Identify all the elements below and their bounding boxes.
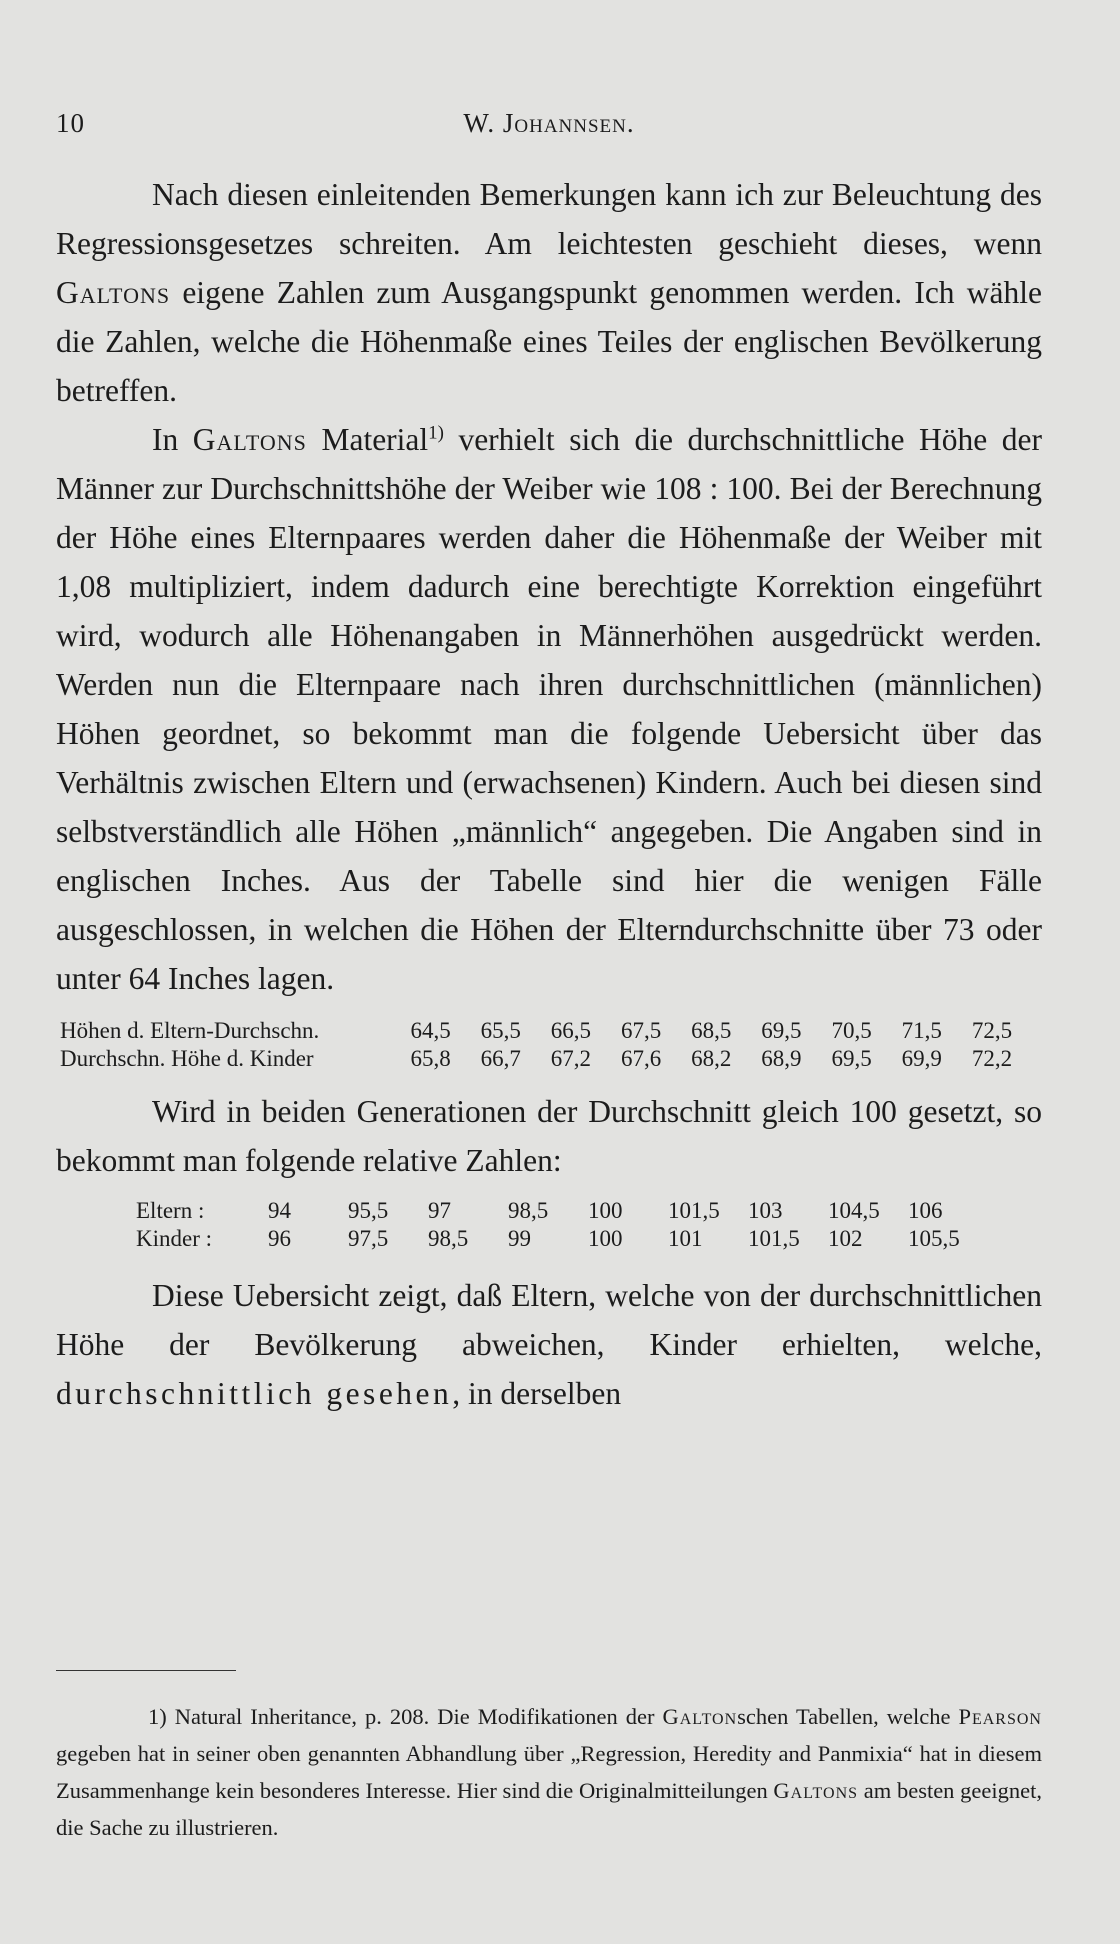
table-cell: 103 — [748, 1198, 783, 1223]
table-cell: 105,5 — [908, 1226, 960, 1251]
paragraph-galton-material — [56, 415, 1042, 1003]
row-label: Höhen d. Eltern-Durchschn. — [60, 1018, 320, 1043]
table-row — [136, 1225, 988, 1253]
table-row — [60, 1017, 1042, 1045]
row-label: Durchschn. Höhe d. Kinder — [60, 1046, 314, 1071]
relative-numbers-table — [136, 1197, 988, 1253]
table-cell: 102 — [828, 1226, 863, 1251]
table-cell: 67,6 — [620, 1046, 662, 1071]
row-label: Kinder : — [136, 1226, 213, 1251]
table-cell: 106 — [908, 1198, 943, 1223]
table-cell: 99 — [508, 1226, 531, 1251]
paragraph-text: Diese Uebersicht zeigt, daß Eltern, welche von der durchschnittlichen Höhe der Bevölkerung abweichen, Kinder erhielten, welche, — [56, 1278, 1042, 1362]
paragraph-intro-text: Nach diesen einleitenden Bemerkungen kann ich zur Beleuchtung des Regressionsgesetzes schreiten. Am leichtesten geschieht dieses, wenn — [56, 177, 1042, 261]
author-name-galtons: Galtons — [192, 422, 307, 457]
table-cell: 64,5 — [410, 1018, 451, 1043]
table-cell: 67,5 — [620, 1018, 662, 1043]
author-name-galtons: Galtons — [56, 275, 171, 310]
footnote-marker: 1) — [148, 1704, 167, 1729]
table-row — [136, 1197, 988, 1225]
table-cell: 100 — [588, 1198, 623, 1223]
footnote-reference: 1) — [428, 422, 444, 444]
table-cell: 100 — [588, 1226, 623, 1251]
table-cell: 98,5 — [508, 1198, 549, 1223]
footnote-text: Natural Inheritance, p. 208. Die Modifikationen der — [166, 1704, 663, 1729]
table-cell: 104,5 — [828, 1198, 880, 1223]
paragraph-relative-numbers: Wird in beiden Generationen der Durchschnitt gleich 100 gesetzt, so bekommt man folgende relative Zahlen: — [56, 1094, 1042, 1178]
table-cell: 72,2 — [971, 1046, 1013, 1071]
table-cell: 101,5 — [668, 1198, 720, 1223]
footnote — [56, 1698, 1042, 1846]
page-number: 10 — [56, 108, 85, 138]
table-cell: 70,5 — [831, 1018, 872, 1043]
table-cell: 94 — [268, 1198, 291, 1223]
paragraph-conclusion — [56, 1271, 1042, 1418]
table-cell: 66,7 — [480, 1046, 521, 1071]
running-head: W. Johannsen. — [463, 108, 635, 138]
paragraph-intro-text-cont: eigene Zahlen zum Ausgangspunkt genommen werden. Ich wähle die Zahlen, welche die Höhenmaße eines Teiles der englischen Bevölkerung betreffen. — [56, 275, 1042, 408]
footnote-text: am besten geeignet, die Sache zu illustrieren. — [56, 1778, 1042, 1840]
table-cell: 97,5 — [348, 1226, 389, 1251]
table-cell: 69,5 — [831, 1046, 872, 1071]
footnote-text: gegeben hat in seiner oben genannten Abhandlung über „Regression, Heredity and Panmixia“ hat in diesem Zusammenhange kein besonderes Interesse. Hier sind die Originalmitteilungen — [56, 1741, 1042, 1803]
footnote-text: schen Tabellen, welche — [737, 1704, 959, 1729]
emphasized-text: durchschnittlich gesehen — [56, 1376, 453, 1411]
table-cell: 101,5 — [748, 1226, 800, 1251]
paragraph-text: , in derselben — [452, 1376, 622, 1411]
table-cell: 66,5 — [550, 1018, 592, 1043]
table-row — [60, 1045, 1042, 1073]
table-cell: 71,5 — [901, 1018, 942, 1043]
author-name-galton: Galton — [662, 1704, 738, 1729]
paragraph-text: In — [152, 422, 193, 457]
author-name-galtons: Galtons — [773, 1778, 859, 1803]
table-cell: 69,9 — [901, 1046, 942, 1071]
table-cell: 101 — [668, 1226, 703, 1251]
row-label: Eltern : — [136, 1198, 205, 1223]
height-table-inches — [60, 1017, 1042, 1073]
table-cell: 68,9 — [761, 1046, 802, 1071]
table-cell: 68,2 — [691, 1046, 732, 1071]
table-cell: 67,2 — [550, 1046, 592, 1071]
table-cell: 65,5 — [480, 1018, 521, 1043]
paragraph-text: Material — [306, 422, 429, 457]
table-cell: 72,5 — [971, 1018, 1013, 1043]
table-cell: 69,5 — [761, 1018, 802, 1043]
table-cell: 95,5 — [348, 1198, 389, 1223]
author-name-pearson: Pearson — [958, 1704, 1042, 1729]
table-cell: 96 — [268, 1226, 291, 1251]
paragraph-text: verhielt sich die durchschnittliche Höhe der Männer zur Durchschnittshöhe der Weiber wie 108 : 100. Bei der Berechnung der Höhe eines Elternpaares werden daher die Höhenmaße der Weiber mit 1,08 multipliziert, indem dadurch eine berechtigte Korrektion eingeführt wird, wodurch alle Höhenangaben in Männerhöhen ausgedrückt werden. Werden nun die Elternpaare nach ihren durchschnittlichen (männlichen) Höhen geordnet, so bekommt man die folgende Uebersicht über das Verhältnis zwischen Eltern und (erwachsenen) Kindern. Auch bei diesen sind selbstverständlich alle Höhen „männlich“ angegeben. Die Angaben sind in englischen Inches. Aus der Tabelle sind hier die wenigen Fälle ausgeschlossen, in welchen die Höhen der Elterndurchschnitte über 73 oder unter 64 Inches lagen. — [56, 422, 1042, 996]
table-cell: 98,5 — [428, 1226, 469, 1251]
page-header — [56, 108, 1042, 148]
table-cell: 68,5 — [691, 1018, 732, 1043]
table-cell: 65,8 — [410, 1046, 451, 1071]
table-cell: 97 — [428, 1198, 451, 1223]
footnote-divider — [56, 1670, 236, 1671]
paragraph-intro — [56, 170, 1042, 415]
